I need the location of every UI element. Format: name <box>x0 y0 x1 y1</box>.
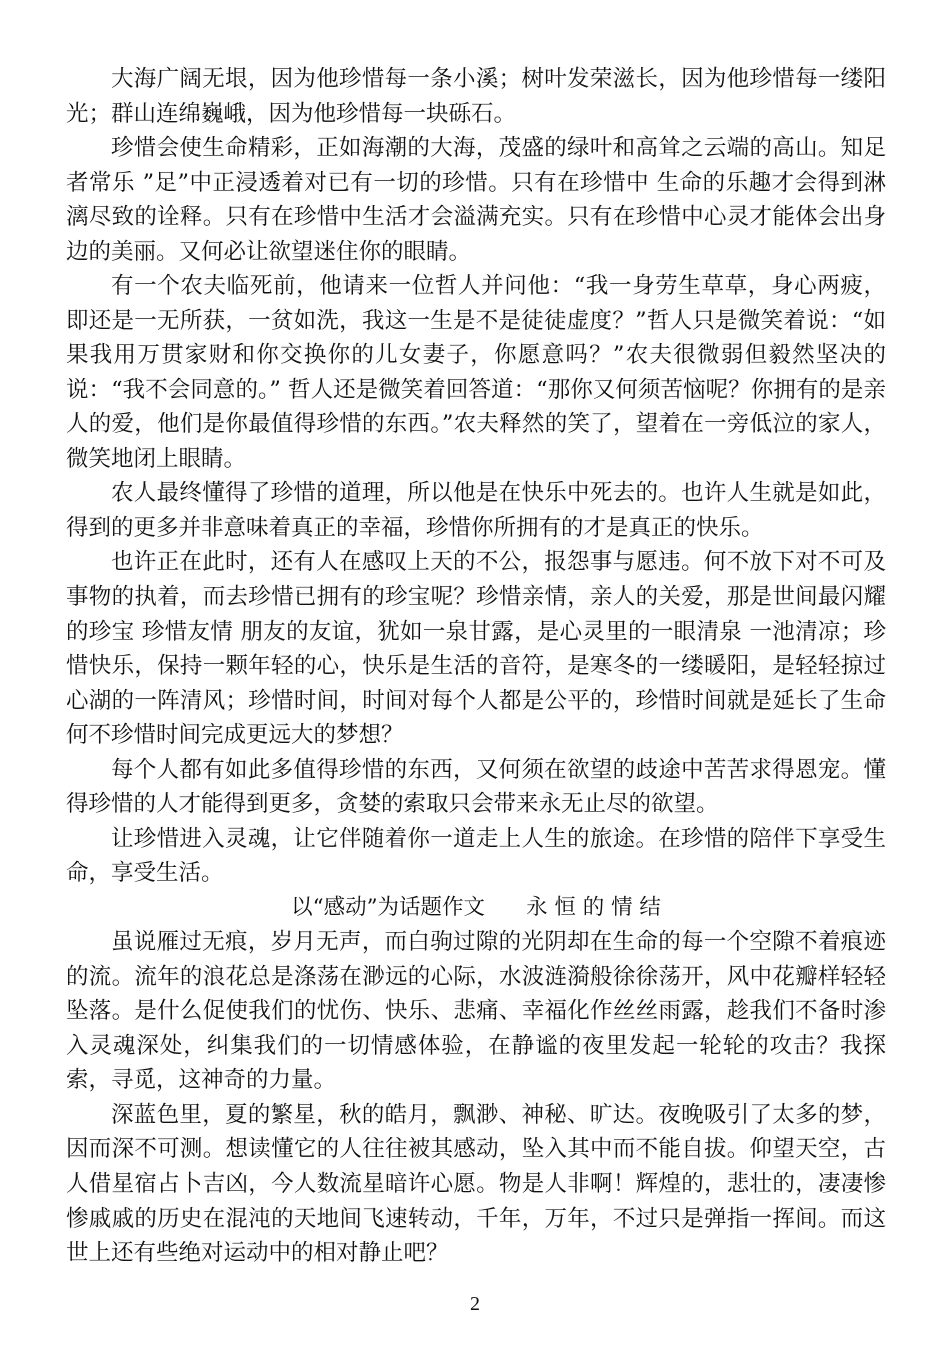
paragraph: 让珍惜进入灵魂，让它伴随着你一道走上人生的旅途。在珍惜的陪伴下享受生命，享受生活。 <box>66 825 886 887</box>
paragraph: 也许正在此时，还有人在感叹上天的不公，报怨事与愿违。何不放下对不可及事物的执着，而去珍惜已拥有的珍宝呢？珍惜亲情，亲人的关爱，那是世间最闪耀的珍宝 珍惜友情 朋友的友谊，犹如一泉甘露，是心灵里的一眼清泉 一池清凉；珍惜快乐，保持一颗年轻的心，快乐是生活的音符，是寒冬的一缕暖阳，是轻轻掠过心湖的一阵清风；珍惜时间，时间对每个人都是公平的，珍惜时间就是延长了生命 何不珍惜时间完成更远大的梦想？ <box>66 549 886 749</box>
essay-heading: 以“感动”为话题作文 永 恒 的 情 结 <box>291 894 661 920</box>
paragraph: 虽说雁过无痕，岁月无声，而白驹过隙的光阴却在生命的每一个空隙不着痕迹的流。流年的浪花总是涤荡在渺远的心际，水波涟漪般徐徐荡开，风中花瓣样轻轻坠落。是什么促使我们的忧伤、快乐、悲痛、幸福化作丝丝雨露，趁我们不备时渗入灵魂深处，纠集我们的一切情感体验，在静谧的夜里发起一轮轮的攻击？我探索，寻觅，这神奇的力量。 <box>66 929 886 1094</box>
paragraph: 深蓝色里，夏的繁星，秋的皓月，飘渺、神秘、旷达。夜晚吸引了太多的梦，因而深不可测。想读懂它的人往往被其感动，坠入其中而不能自拔。仰望天空，古人借星宿占卜吉凶，今人数流星暗许心愿。物是人非啊！辉煌的，悲壮的，凄凄惨惨戚戚的历史在混沌的天地间飞速转动，千年，万年，不过只是弹指一挥间。而这世上还有些绝对运动中的相对静止吧？ <box>66 1101 886 1267</box>
paragraph: 农人最终懂得了珍惜的道理，所以他是在快乐中死去的。也许人生就是如此，得到的更多并非意味着真正的幸福，珍惜你所拥有的才是真正的快乐。 <box>66 480 886 541</box>
page-number: 2 <box>470 1293 480 1315</box>
paragraph: 每个人都有如此多值得珍惜的东西，又何须在欲望的歧途中苦苦求得恩宠。懂得珍惜的人才能得到更多，贪婪的索取只会带来永无止尽的欲望。 <box>66 756 886 818</box>
paragraph: 大海广阔无垠，因为他珍惜每一条小溪；树叶发荣滋长，因为他珍惜每一缕阳光；群山连绵巍峨，因为他珍惜每一块砾石。 <box>66 66 886 127</box>
paragraph: 珍惜会使生命精彩，正如海潮的大海，茂盛的绿叶和高耸之云端的高山。知足者常乐 ”足”中正浸透着对已有一切的珍惜。只有在珍惜中 生命的乐趣才会得到淋漓尽致的诠释。只有在珍惜中生活才会溢满充实。只有在珍惜中心灵才能体会出身边的美丽。又何必让欲望迷住你的眼睛。 <box>66 135 886 265</box>
document-body <box>66 62 886 1271</box>
paragraph: 有一个农夫临死前，他请来一位哲人并问他：“我一身劳生草草，身心两疲，即还是一无所获，一贫如洗，我这一生是不是徒徒虚度？”哲人只是微笑着说：“如果我用万贯家财和你交换你的儿女妻子，你愿意吗？”农夫很微弱但毅然坚决的说：“我不会同意的。” 哲人还是微笑着回答道：“那你又何须苦恼呢？你拥有的是亲人的爱，他们是你最值得珍惜的东西。”农夫释然的笑了，望着在一旁低泣的家人，微笑地闭上眼睛。 <box>66 273 886 472</box>
